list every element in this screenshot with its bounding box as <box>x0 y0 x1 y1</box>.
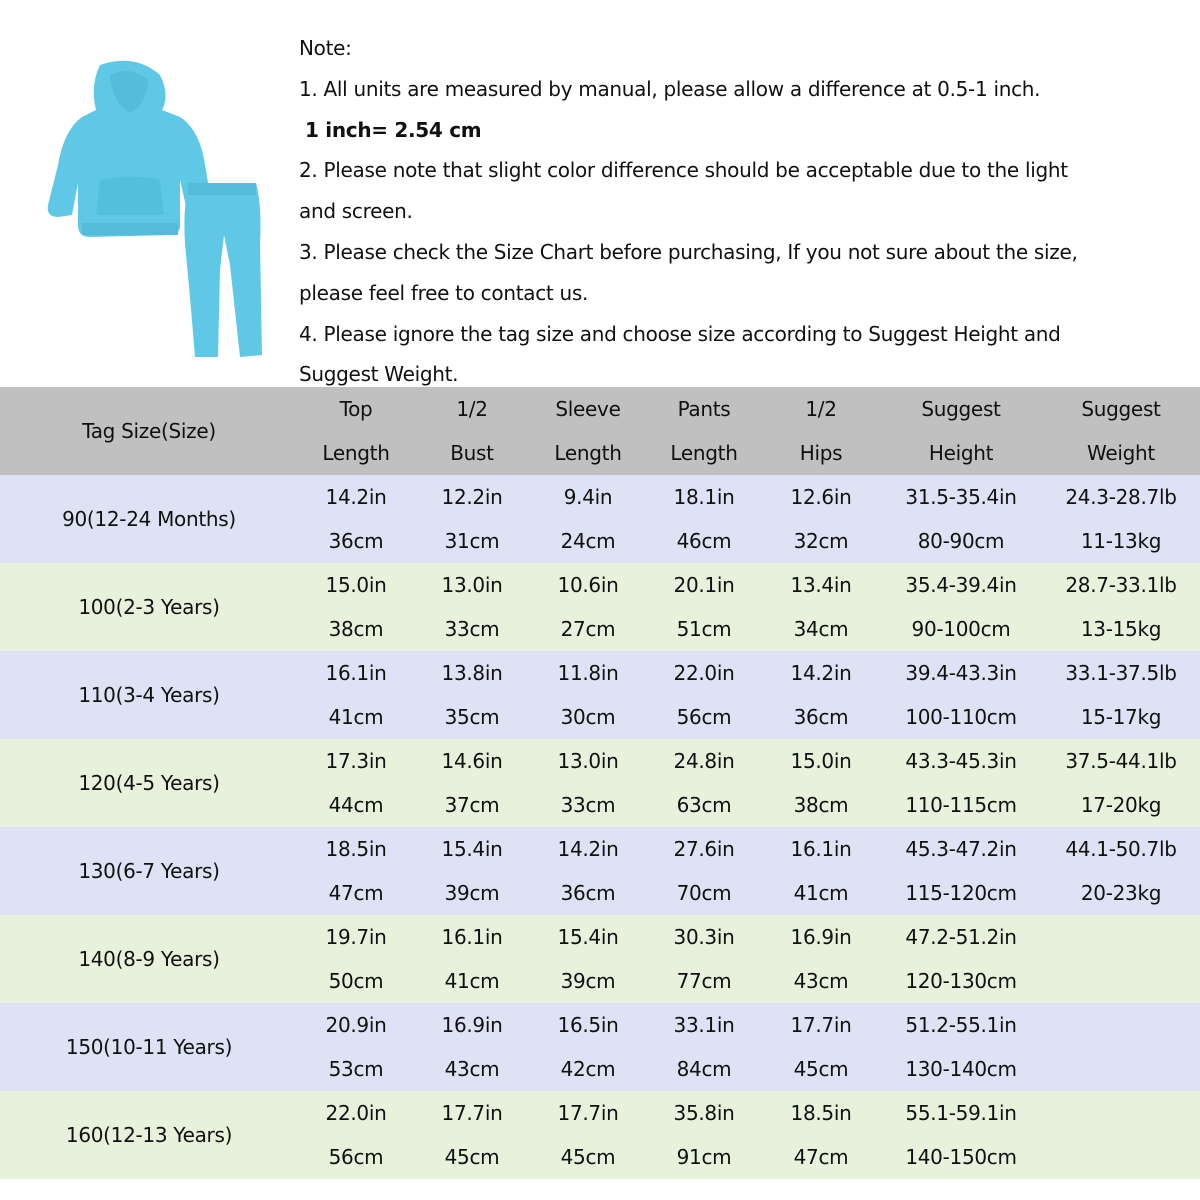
weight-cell <box>1042 827 1200 915</box>
bust-cell <box>414 1003 530 1091</box>
hips-cell <box>762 739 880 827</box>
bust-imperial: 12.2in <box>441 485 503 509</box>
height-metric: 115-120cm <box>905 881 1017 905</box>
height-cell <box>880 563 1042 651</box>
height-metric: 130-140cm <box>905 1057 1017 1081</box>
note-3a: 3. Please check the Size Chart before purchasing, If you not sure about the size, <box>299 239 1078 264</box>
size-cell: 150(10-11 Years) <box>65 1035 233 1059</box>
hips-metric: 38cm <box>793 793 849 817</box>
top-metric: 56cm <box>328 1145 384 1169</box>
bust-metric: 43cm <box>444 1057 500 1081</box>
sleeve-imperial: 9.4in <box>563 485 613 509</box>
top-imperial: 14.2in <box>325 485 387 509</box>
pants-imperial: 18.1in <box>673 485 735 509</box>
top-metric: 47cm <box>328 881 384 905</box>
height-imperial: 55.1-59.1in <box>905 1101 1017 1125</box>
inch-conversion: 1 inch= 2.54 cm <box>305 117 482 142</box>
bust-cell <box>414 651 530 739</box>
pants-metric: 84cm <box>676 1057 732 1081</box>
table-row <box>0 475 1200 563</box>
hips-metric: 47cm <box>793 1145 849 1169</box>
hips-imperial: 14.2in <box>790 661 852 685</box>
weight-imperial: 33.1-37.5lb <box>1065 661 1177 685</box>
weight-cell <box>1042 563 1200 651</box>
height-metric: 110-115cm <box>905 793 1017 817</box>
size-chart-table <box>0 387 1200 1179</box>
sleeve-cell <box>530 563 646 651</box>
pants-imperial: 35.8in <box>673 1101 735 1125</box>
top-metric: 36cm <box>328 529 384 553</box>
height-imperial: 43.3-45.3in <box>905 749 1017 773</box>
top-metric: 53cm <box>328 1057 384 1081</box>
pants-imperial: 33.1in <box>673 1013 735 1037</box>
pants-imperial: 24.8in <box>673 749 735 773</box>
notes-section <box>299 28 1179 395</box>
hips-cell <box>762 651 880 739</box>
height-metric: 140-150cm <box>905 1145 1017 1169</box>
header-suggest-height: Suggest Height <box>921 397 1001 465</box>
bust-metric: 33cm <box>444 617 500 641</box>
pants-metric: 70cm <box>676 881 732 905</box>
sleeve-imperial: 17.7in <box>557 1101 619 1125</box>
hips-cell <box>762 563 880 651</box>
hips-metric: 43cm <box>793 969 849 993</box>
pants-imperial: 22.0in <box>673 661 735 685</box>
top-imperial: 22.0in <box>325 1101 387 1125</box>
table-row <box>0 739 1200 827</box>
height-imperial: 39.4-43.3in <box>905 661 1017 685</box>
bust-cell <box>414 563 530 651</box>
bust-cell <box>414 475 530 563</box>
weight-cell <box>1042 1091 1200 1179</box>
hips-imperial: 15.0in <box>790 749 852 773</box>
hips-cell <box>762 915 880 1003</box>
pants-cell <box>646 915 762 1003</box>
size-cell: 110(3-4 Years) <box>78 683 220 707</box>
pants-cell <box>646 739 762 827</box>
pants-imperial: 20.1in <box>673 573 735 597</box>
sleeve-metric: 33cm <box>560 793 616 817</box>
note-1: 1. All units are measured by manual, please allow a difference at 0.5-1 inch. <box>299 76 1041 101</box>
height-metric: 90-100cm <box>911 617 1011 641</box>
sleeve-imperial: 15.4in <box>557 925 619 949</box>
hips-cell <box>762 475 880 563</box>
height-cell <box>880 1003 1042 1091</box>
hips-cell <box>762 1091 880 1179</box>
bust-metric: 41cm <box>444 969 500 993</box>
bust-imperial: 15.4in <box>441 837 503 861</box>
table-row <box>0 1091 1200 1179</box>
top-cell <box>298 1091 414 1179</box>
top-imperial: 19.7in <box>325 925 387 949</box>
hips-metric: 36cm <box>793 705 849 729</box>
sleeve-cell <box>530 739 646 827</box>
bust-imperial: 17.7in <box>441 1101 503 1125</box>
hips-imperial: 16.9in <box>790 925 852 949</box>
table-header-row <box>0 387 1200 475</box>
top-imperial: 17.3in <box>325 749 387 773</box>
size-cell: 160(12-13 Years) <box>65 1123 233 1147</box>
hips-metric: 34cm <box>793 617 849 641</box>
header-tag-size: Tag Size(Size) <box>82 419 216 443</box>
hips-cell <box>762 827 880 915</box>
top-metric: 44cm <box>328 793 384 817</box>
height-cell <box>880 475 1042 563</box>
top-imperial: 15.0in <box>325 573 387 597</box>
pants-cell <box>646 1003 762 1091</box>
hips-imperial: 17.7in <box>790 1013 852 1037</box>
weight-metric: 15-17kg <box>1080 705 1162 729</box>
top-metric: 38cm <box>328 617 384 641</box>
top-cell <box>298 1003 414 1091</box>
sleeve-imperial: 11.8in <box>557 661 619 685</box>
note-2a: 2. Please note that slight color difference should be acceptable due to the light <box>299 158 1068 183</box>
note-3b: please feel free to contact us. <box>299 280 589 305</box>
sleeve-imperial: 10.6in <box>557 573 619 597</box>
pants-cell <box>646 475 762 563</box>
bust-cell <box>414 739 530 827</box>
pants-metric: 63cm <box>676 793 732 817</box>
header-suggest-weight: Suggest Weight <box>1081 397 1161 465</box>
sleeve-cell <box>530 651 646 739</box>
pants-metric: 77cm <box>676 969 732 993</box>
sleeve-cell <box>530 915 646 1003</box>
bust-imperial: 13.0in <box>441 573 503 597</box>
size-cell: 140(8-9 Years) <box>78 947 220 971</box>
bust-metric: 35cm <box>444 705 500 729</box>
sleeve-imperial: 16.5in <box>557 1013 619 1037</box>
table-row <box>0 827 1200 915</box>
weight-cell <box>1042 475 1200 563</box>
hips-imperial: 18.5in <box>790 1101 852 1125</box>
top-cell <box>298 915 414 1003</box>
height-imperial: 47.2-51.2in <box>905 925 1017 949</box>
table-row <box>0 915 1200 1003</box>
height-cell <box>880 915 1042 1003</box>
top-cell <box>298 827 414 915</box>
sleeve-metric: 36cm <box>560 881 616 905</box>
pants-cell <box>646 827 762 915</box>
top-imperial: 16.1in <box>325 661 387 685</box>
hips-imperial: 16.1in <box>790 837 852 861</box>
height-imperial: 35.4-39.4in <box>905 573 1017 597</box>
bust-cell <box>414 915 530 1003</box>
sleeve-metric: 30cm <box>560 705 616 729</box>
top-imperial: 20.9in <box>325 1013 387 1037</box>
weight-cell <box>1042 1003 1200 1091</box>
bust-cell <box>414 827 530 915</box>
bust-imperial: 16.1in <box>441 925 503 949</box>
sleeve-cell <box>530 475 646 563</box>
header-sleeve-length: Sleeve Length <box>554 397 622 465</box>
top-metric: 50cm <box>328 969 384 993</box>
weight-imperial: 37.5-44.1lb <box>1065 749 1177 773</box>
bust-metric: 39cm <box>444 881 500 905</box>
table-row <box>0 1003 1200 1091</box>
weight-metric: 17-20kg <box>1080 793 1162 817</box>
sleeve-metric: 39cm <box>560 969 616 993</box>
pants-imperial: 27.6in <box>673 837 735 861</box>
sleeve-metric: 45cm <box>560 1145 616 1169</box>
weight-imperial: 24.3-28.7lb <box>1065 485 1177 509</box>
bust-imperial: 13.8in <box>441 661 503 685</box>
weight-metric: 13-15kg <box>1080 617 1162 641</box>
height-metric: 100-110cm <box>905 705 1017 729</box>
height-imperial: 31.5-35.4in <box>905 485 1017 509</box>
weight-cell <box>1042 739 1200 827</box>
top-metric: 41cm <box>328 705 384 729</box>
height-imperial: 51.2-55.1in <box>905 1013 1017 1037</box>
size-cell: 90(12-24 Months) <box>62 507 236 531</box>
hoodie-pants-set-icon <box>30 55 270 365</box>
pants-cell <box>646 1091 762 1179</box>
hips-imperial: 13.4in <box>790 573 852 597</box>
bust-imperial: 14.6in <box>441 749 503 773</box>
table-row <box>0 651 1200 739</box>
header-pants-length: Pants Length <box>670 397 738 465</box>
table-row <box>0 563 1200 651</box>
pants-metric: 51cm <box>676 617 732 641</box>
bust-imperial: 16.9in <box>441 1013 503 1037</box>
height-cell <box>880 827 1042 915</box>
hips-imperial: 12.6in <box>790 485 852 509</box>
height-cell <box>880 739 1042 827</box>
sleeve-metric: 24cm <box>560 529 616 553</box>
hips-metric: 41cm <box>793 881 849 905</box>
header-half-bust: 1/2 Bust <box>450 397 494 465</box>
top-cell <box>298 739 414 827</box>
bust-metric: 37cm <box>444 793 500 817</box>
bust-metric: 31cm <box>444 529 500 553</box>
weight-cell <box>1042 915 1200 1003</box>
weight-imperial: 28.7-33.1lb <box>1065 573 1177 597</box>
top-cell <box>298 651 414 739</box>
pants-metric: 91cm <box>676 1145 732 1169</box>
weight-metric: 11-13kg <box>1080 529 1162 553</box>
hips-metric: 45cm <box>793 1057 849 1081</box>
height-cell <box>880 651 1042 739</box>
note-4a: 4. Please ignore the tag size and choose size according to Suggest Height and <box>299 321 1061 346</box>
sleeve-metric: 27cm <box>560 617 616 641</box>
height-imperial: 45.3-47.2in <box>905 837 1017 861</box>
sleeve-imperial: 13.0in <box>557 749 619 773</box>
sleeve-cell <box>530 827 646 915</box>
pants-metric: 56cm <box>676 705 732 729</box>
top-imperial: 18.5in <box>325 837 387 861</box>
pants-metric: 46cm <box>676 529 732 553</box>
size-cell: 100(2-3 Years) <box>78 595 220 619</box>
header-half-hips: 1/2 Hips <box>799 397 843 465</box>
size-cell: 120(4-5 Years) <box>78 771 220 795</box>
height-cell <box>880 1091 1042 1179</box>
bust-cell <box>414 1091 530 1179</box>
sleeve-cell <box>530 1003 646 1091</box>
bust-metric: 45cm <box>444 1145 500 1169</box>
notes-title: Note: <box>299 36 352 60</box>
pants-imperial: 30.3in <box>673 925 735 949</box>
note-2b: and screen. <box>299 199 413 224</box>
sleeve-imperial: 14.2in <box>557 837 619 861</box>
hips-metric: 32cm <box>793 529 849 553</box>
weight-cell <box>1042 651 1200 739</box>
sleeve-metric: 42cm <box>560 1057 616 1081</box>
note-4b: Suggest Weight. <box>299 362 459 387</box>
weight-imperial: 44.1-50.7lb <box>1065 837 1177 861</box>
height-metric: 120-130cm <box>905 969 1017 993</box>
weight-metric: 20-23kg <box>1080 881 1162 905</box>
top-cell <box>298 563 414 651</box>
pants-cell <box>646 651 762 739</box>
size-cell: 130(6-7 Years) <box>78 859 220 883</box>
pants-cell <box>646 563 762 651</box>
sleeve-cell <box>530 1091 646 1179</box>
hips-cell <box>762 1003 880 1091</box>
product-image <box>30 55 270 365</box>
top-cell <box>298 475 414 563</box>
header-top-length: Top Length <box>322 397 390 465</box>
height-metric: 80-90cm <box>917 529 1005 553</box>
